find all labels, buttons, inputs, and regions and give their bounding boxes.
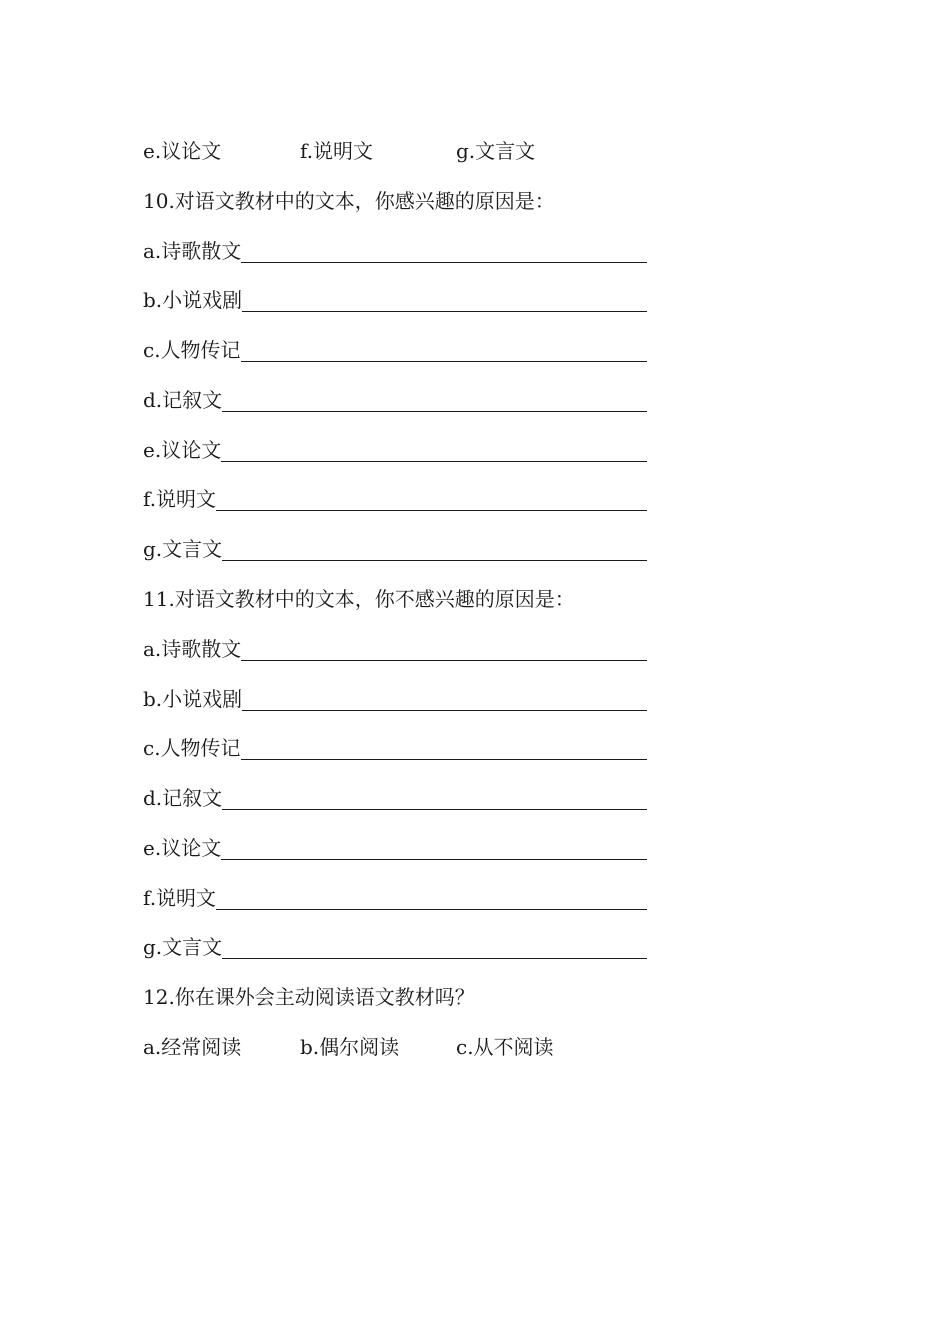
q12-option-b[interactable]: b.偶尔阅读 [300,1035,400,1059]
q11-option-c [143,733,647,763]
option-e: e.议论文 [143,139,222,163]
answer-blank[interactable] [241,638,647,661]
option-label: e.议论文 [143,438,222,462]
q10-option-f [143,484,647,514]
question-10-prompt: 10.对语文教材中的文本，你感兴趣的原因是： [143,189,555,213]
question-11-prompt: 11.对语文教材中的文本，你不感兴趣的原因是： [143,587,575,611]
option-label: g.文言文 [143,935,223,959]
q11-option-d [143,783,647,813]
option-label: a.诗歌散文 [143,637,242,661]
option-label: f.说明文 [143,487,217,511]
option-label: g.文言文 [143,537,223,561]
answer-blank[interactable] [241,240,647,263]
option-label: d.记叙文 [143,786,223,810]
q11-option-a [143,634,647,664]
answer-blank[interactable] [216,488,647,511]
answer-blank[interactable] [222,538,647,561]
q10-option-a [143,236,647,266]
q12-option-a[interactable]: a.经常阅读 [143,1035,242,1059]
q10-option-d [143,385,647,415]
answer-blank[interactable] [242,289,647,312]
q10-option-e [143,435,647,465]
option-label: b.小说戏剧 [143,288,243,312]
answer-blank[interactable] [221,439,647,462]
option-label: d.记叙文 [143,388,223,412]
q10-option-b [143,285,647,315]
q12-option-c[interactable]: c.从不阅读 [456,1035,554,1059]
option-label: e.议论文 [143,836,222,860]
answer-blank[interactable] [221,837,647,860]
q11-option-f [143,883,647,913]
option-label: c.人物传记 [143,736,241,760]
answer-blank[interactable] [222,389,647,412]
q11-option-b [143,684,647,714]
answer-blank[interactable] [241,339,647,362]
answer-blank[interactable] [222,787,647,810]
option-g: g.文言文 [456,139,536,163]
option-label: b.小说戏剧 [143,687,243,711]
option-label: a.诗歌散文 [143,239,242,263]
answer-blank[interactable] [242,688,647,711]
question-12-prompt: 12.你在课外会主动阅读语文教材吗？ [143,985,475,1009]
answer-blank[interactable] [216,887,647,910]
answer-blank[interactable] [241,737,647,760]
option-f: f.说明文 [300,139,374,163]
q11-option-e [143,833,647,863]
q10-option-g [143,534,647,564]
answer-blank[interactable] [222,936,647,959]
previous-question-options [143,136,643,166]
q10-option-c [143,335,647,365]
option-label: f.说明文 [143,886,217,910]
q12-options [143,1032,643,1062]
q11-option-g [143,932,647,962]
option-label: c.人物传记 [143,338,241,362]
